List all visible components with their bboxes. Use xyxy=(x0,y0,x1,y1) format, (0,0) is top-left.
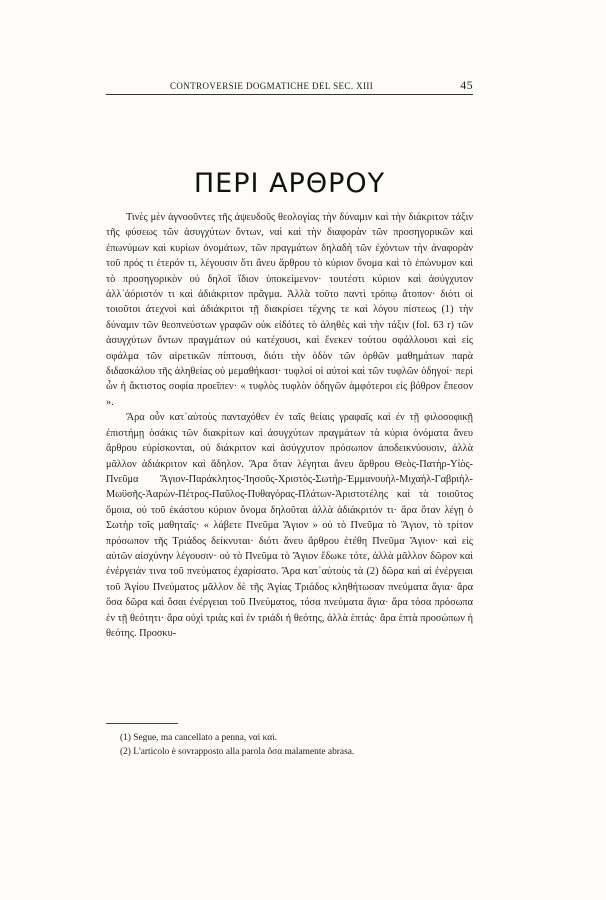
page-number: 45 xyxy=(460,78,473,92)
paragraph-1: Τινὲς μὲν ἀγνοοῦντες τῆς ἀψευδοῦς θεολογίας τὴν δύναμιν καὶ τὴν διάκριτον τάξιν τῆς φύσεως τῶν ἀσυγχύτων ὄντων, ναὶ καὶ τὴν διαφορὰν τῶν προσηγορικῶν καὶ ἐπωνύμων καὶ κυρίων ὀνομάτων, τῶν πραγμάτων δηλαδὴ τῶν ἐχόντων τὴν ἀναφορὰν τοῦ πρός τι ἑτερόν τι, λέγουσιν ὅτι ἄνευ ἄρθρου τὸ κύριον ὄνομα καὶ τὸ ἐπώνυμον καὶ τὸ προσηγορικὸν οὐ δηλοῖ ἴδιον ὑποκείμενον· τουτέστι κύριον καὶ ἀσύγχυτον ἀλλ᾽ἀόριστόν τι καὶ ἀδιάκριτον πρᾶγμα. Ἀλλὰ τοῦτο παντὶ τρόπῳ ἄτοπον· διότι οἱ τοιοῦτοι ἀτεχνοὶ καὶ ἀδιάκριτοι τῇ διακρίσει τέχνης τε καὶ λόγου πίστεως (1) τὴν δύναμιν τῶν θεοπνεύστων γραφῶν οὐκ εἰδότες τὸ ἀληθὲς καὶ τὴν τάξιν (fol. 63 r) τῶν ἀσυγχύτων ὄντων πραγμάτων οὐ κατέχουσι, καὶ ἕνεκεν τούτου σφάλλουσι καὶ εἰς σφάλμα τῶν αἱρετικῶν πίπτουσι, διότι τὴν ὁδὸν τῶν ὀρθῶν μαθημάτων παρὰ διδασκάλου τῆς ἀληθείας οὐ μεμαθήκασι· τυφλοὶ οἱ αὐτοὶ καὶ τῶν τυφλῶν ὁδηγοί· περὶ ὧν ἡ ἄκτιστος σοφία προεῖπεν· « τυφλὸς τυφλὸν ὁδηγῶν ἀμφότεροι εἰς βόθρον ἔπεσον ». xyxy=(106,212,473,408)
section-heading: ΠΕΡΙ ΑΡΘΡΟΥ xyxy=(193,168,386,200)
footnote-1: (1) Segue, ma cancellato a penna, ναὶ καὶ. xyxy=(120,733,278,743)
paragraph-2: Ἄρα οὖν κατ᾽αὐτοὺς πανταχόθεν ἐν ταῖς θείαις γραφαῖς καὶ ἐν τῇ φιλοσοφικῇ ἐπιστήμῃ ὁσάκις τῶν διακρίτων καὶ ἀσυγχύτων πραγμάτων τὰ κύρια ὀνόματα ἄνευ ἄρθρου εὑρίσκονται, οὐ διάκριτον καὶ ἀσύγχυτον πρόσωπον ἀποδεικνύουσιν, ἀλλὰ μᾶλλον ἀδιάκριτον καὶ ἄδηλον. Ἄρα ὅταν λέγηται ἄνευ ἄρθρου Θεὸς-Πατὴρ-Υἱὸς-Πνεῦμα Ἅγιον-Παράκλητος-Ἰησοῦς-Χριστὸς-Σωτὴρ-Ἐμμανουὴλ-Μιχαὴλ-Γαβριὴλ-Μωϋσῆς-Ἀαρὼν-Πέτρος-Παῦλος-Πυθαγόρας-Πλάτων-Ἀριστοτέλης καὶ τὰ τοιοῦτος ὅμοια, οὐ τοῦ ἑκάστου κύριον ὄνομα δηλοῦται ἀλλὰ ἀδιάκριτόν τι· ἄρα ὅταν λέγῃ ὁ Σωτὴρ τοῖς μαθηταῖς· « λάβετε Πνεῦμα Ἅγιον » οὐ τὸ Πνεῦμα τὸ Ἅγιον, τὸ τρίτον πρόσωπον τῆς Τριάδος δείκνυται· διότι ἄνευ ἄρθρου ἐτέθη Πνεῦμα Ἅγιον· καὶ εἰς αὐτῶν αἰσχύνην λέγουσιν· οὐ τὸ Πνεῦμα τὸ Ἅγιον ἔδωκε τότε, ἀλλὰ μᾶλλον δῶρον καὶ ἐνέργειάν τινα τοῦ πνεύματος ἐχαρίσατο. Ἄρα κατ᾽αὐτοὺς τὰ (2) δῶρα καὶ αἱ ἐνέργειαι τοῦ Ἁγίου Πνεύματος μᾶλλον δὲ τῆς Ἁγίας Τριάδος κληθήτωσαν πνεύματα ἅγια· ἄρα ὅσα δῶρα καὶ ὅσαι ἐνέργειαι τοῦ Πνεύματος, τόσα πνεύματα ἅγια· ἄρα τόσα πρόσωπα ἐν τῇ θεότητι· ἄρα οὐχὶ τριὰς καὶ ἐν τριάδι ἡ θεότης, ἀλλὰ ἑπτάς· ἄρα ἑπτὰ προσώπων ἡ θεότης. Προσκυ- xyxy=(106,412,473,639)
footnote-rule xyxy=(106,723,178,724)
header-rule xyxy=(106,94,473,95)
footnote-2: (2) L'articolo è sovrapposto alla parola ὅσα malamente abrasa. xyxy=(120,747,355,757)
footnotes xyxy=(106,731,473,759)
running-head-title: CONTROVERSIE DOGMATICHE DEL SEC. XIII xyxy=(170,81,374,91)
main-text xyxy=(106,210,473,641)
running-head xyxy=(106,78,473,93)
